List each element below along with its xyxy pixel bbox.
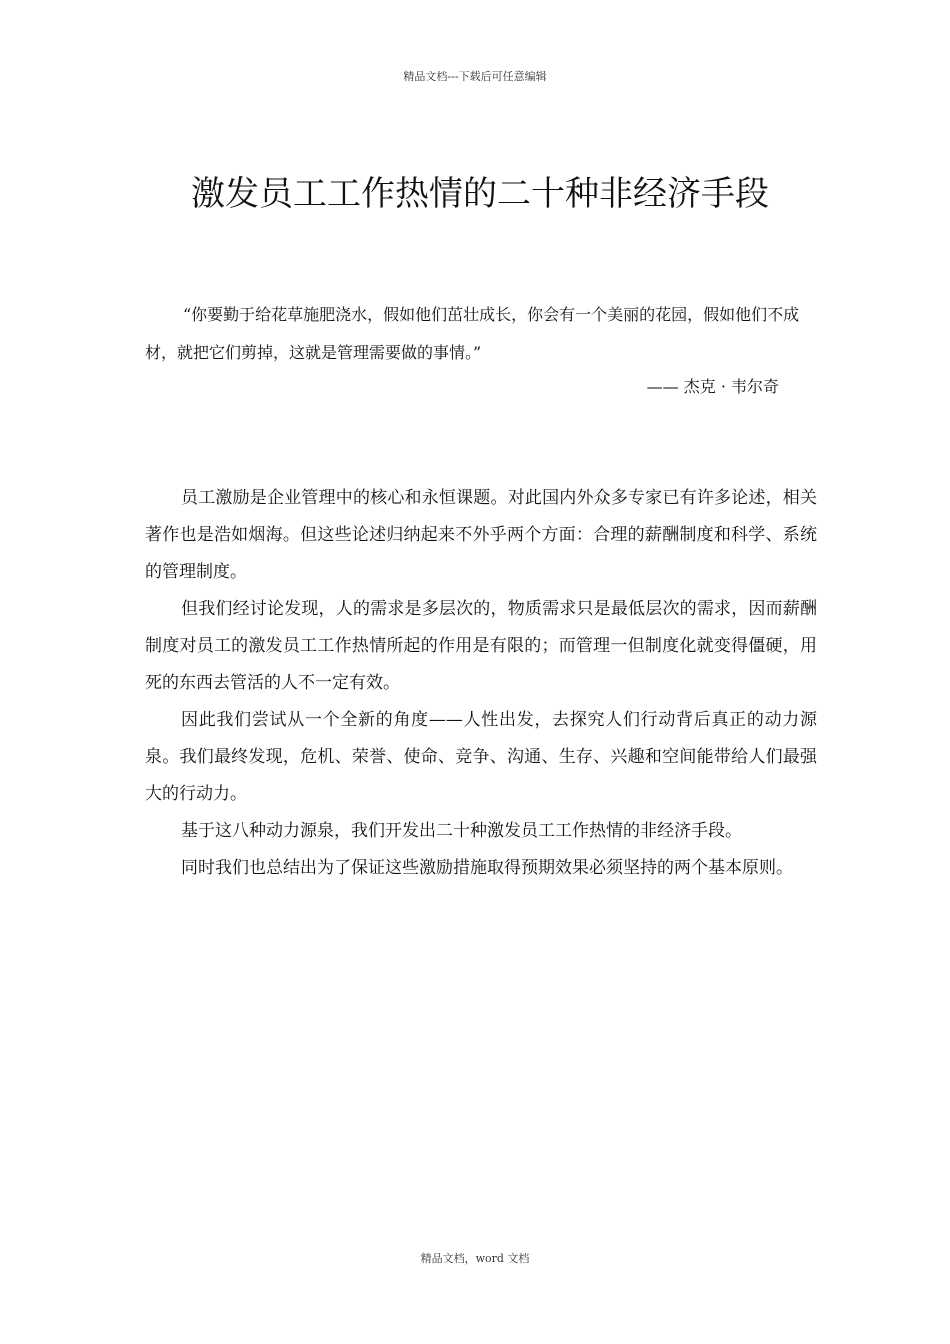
paragraph-3-tail: 能带给人们最强大的行动力。 bbox=[145, 747, 818, 804]
paragraph-4: 基于这八种动力源泉，我们开发出二十种激发员工工作热情的非经济手段。 bbox=[181, 821, 742, 841]
document-body bbox=[145, 480, 817, 887]
quote-text: “你要勤于给花草施肥浇水，假如他们茁壮成长，你会有一个美丽的花园，假如他们不成材，就把它们剪掉，这就是管理需要做的事情。” bbox=[145, 305, 800, 362]
quote-attribution: —— 杰克 · 韦尔奇 bbox=[646, 377, 779, 396]
paragraph-1: 员工激励是企业管理中的核心和永恒课题。对此国内外众多专家已有许多论述，相关著作也是浩如烟海。但这些论述归纳起来不外乎两个方面：合理的薪酬制度和科学、系统的管理制度。 bbox=[145, 488, 817, 582]
motivation-keyword-space: 空间 bbox=[662, 747, 697, 767]
document-title: 激发员工工作热情的二十种非经济手段 bbox=[191, 174, 769, 214]
paragraph-5: 同时我们也总结出为了保证这些激励措施取得预期效果必须坚持的两个基本原则。 bbox=[181, 858, 793, 878]
page-footer: 精品文档，word 文档 bbox=[420, 1252, 530, 1265]
paragraph-3 bbox=[145, 702, 817, 813]
motivation-keywords: 危机、荣誉、使命、竞争、沟通、生存、兴趣 bbox=[300, 747, 645, 767]
page-header: 精品文档---下载后可任意编辑 bbox=[403, 70, 547, 83]
paragraph-3-lead: 因此我们尝试从一个全新的角度——人性出发，去探究人们行动背后真正的动力源泉。我们最终发现， bbox=[145, 710, 817, 767]
epigraph-quote bbox=[145, 296, 815, 402]
paragraph-3-and: 和 bbox=[644, 747, 663, 767]
paragraph-2: 但我们经讨论发现，人的需求是多层次的，物质需求只是最低层次的需求，因而薪酬制度对员工的激发员工工作热情所起的作用是有限的；而管理一但制度化就变得僵硬，用死的东西去管活的人不一定有效。 bbox=[145, 599, 817, 693]
